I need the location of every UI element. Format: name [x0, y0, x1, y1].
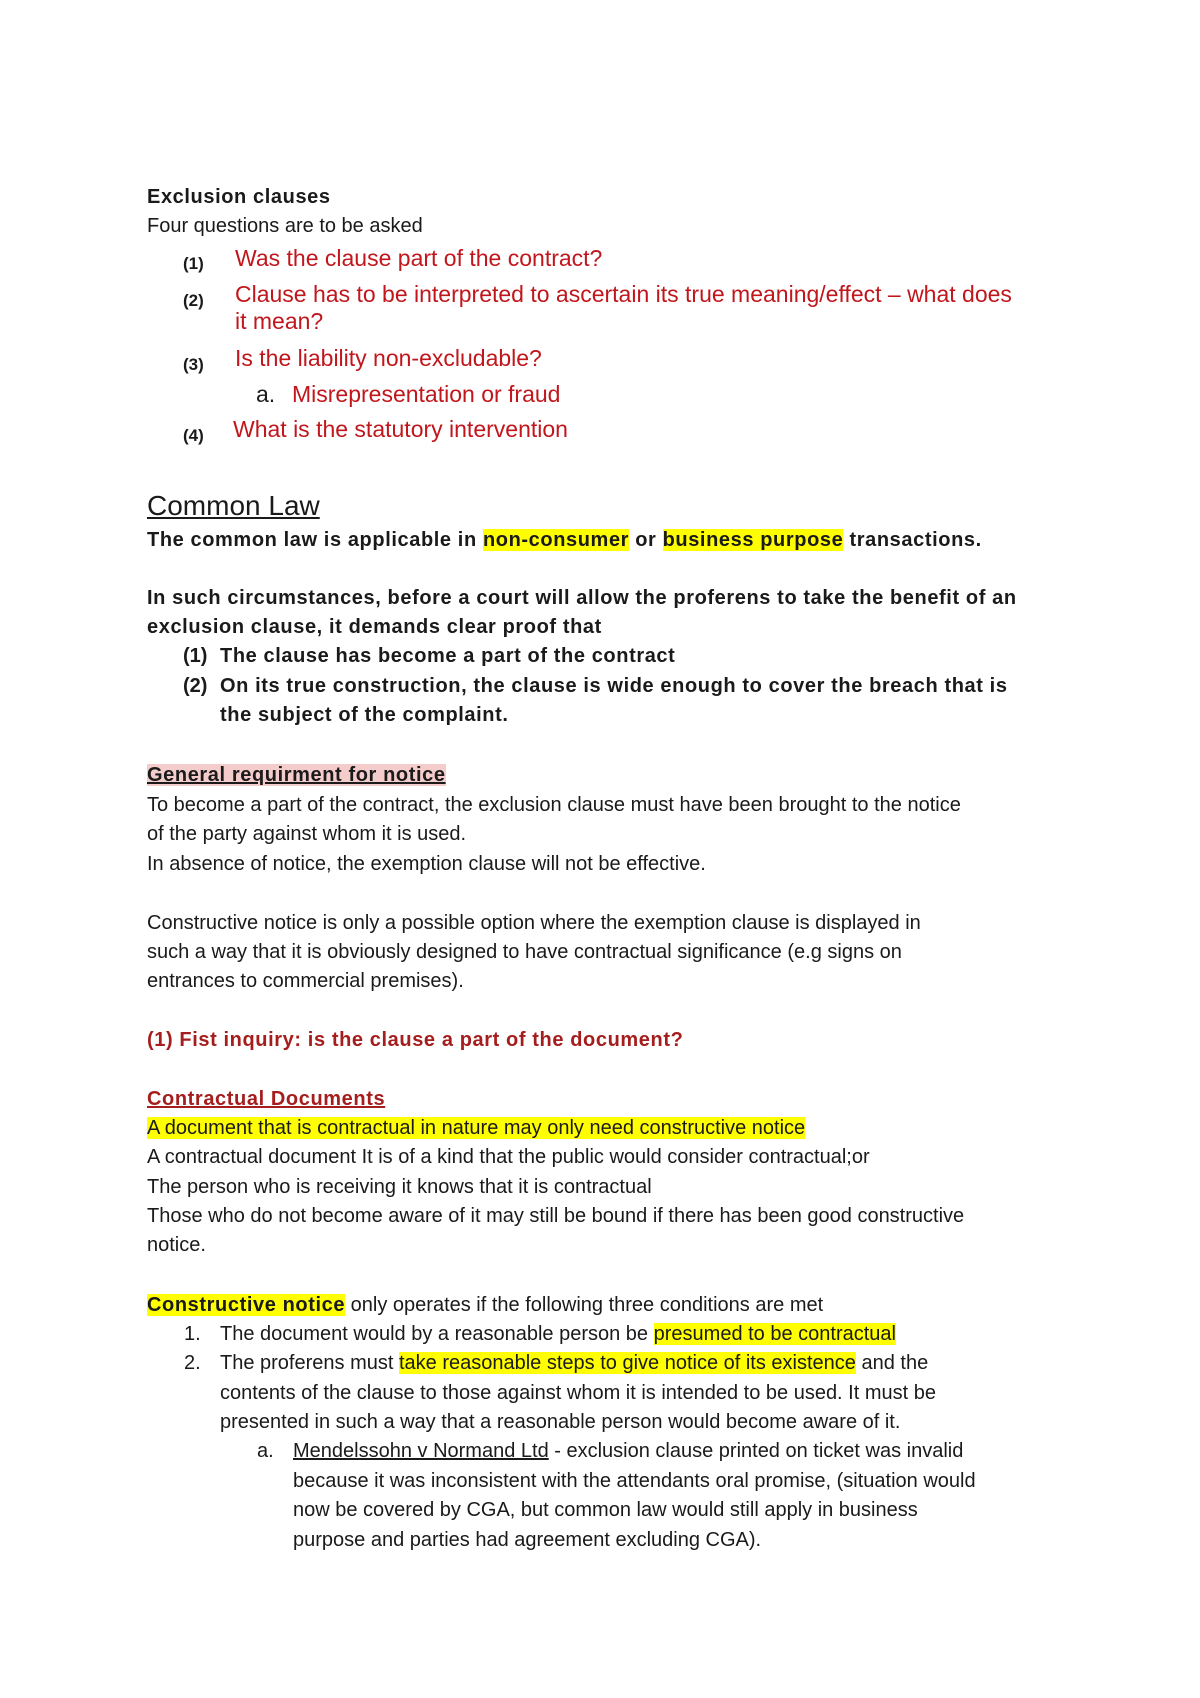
first-inquiry-heading: (1) Fist inquiry: is the clause a part of the document?	[147, 1029, 684, 1051]
contractual-text: A contractual document It is of a kind that the public would consider contractual;or	[147, 1146, 870, 1168]
highlight-presumed-contractual: presumed to be contractual	[653, 1323, 896, 1345]
constructive-text: Constructive notice is only a possible option where the exemption clause is displayed in	[147, 912, 921, 934]
case-text: - exclusion clause printed on ticket was invalid	[548, 1440, 964, 1462]
proof-text: The clause has become a part of the contract	[220, 645, 676, 667]
notice-text: In absence of notice, the exemption clause will not be effective.	[147, 853, 706, 875]
case-name: Mendelssohn v Normand Ltd	[293, 1440, 549, 1462]
condition-text-cont: presented in such a way that a reasonable person would become aware of it.	[220, 1411, 901, 1433]
common-law-heading: Common Law	[147, 490, 320, 521]
case-text-cont: purpose and parties had agreement excluding CGA).	[293, 1529, 762, 1551]
proof-number: (1)	[183, 645, 208, 667]
condition-text	[220, 1321, 896, 1347]
notice-text: of the party against whom it is used.	[147, 823, 467, 845]
highlight-constructive-notice: A document that is contractual in nature may only need constructive notice	[147, 1117, 806, 1139]
question-text: Is the liability non-excludable?	[235, 345, 542, 371]
applicable-post: transactions.	[843, 529, 982, 551]
constructive-text: such a way that it is obviously designed to have contractual significance (e.g signs on	[147, 941, 902, 963]
constructive-text: entrances to commercial premises).	[147, 970, 464, 992]
general-notice-heading	[147, 762, 446, 788]
condition-text-pre: The proferens must	[220, 1352, 399, 1374]
notice-text: To become a part of the contract, the exclusion clause must have been brought to the notice	[147, 794, 961, 816]
circumstances-text-cont: exclusion clause, it demands clear proof that	[147, 616, 602, 638]
highlight-non-consumer: non-consumer	[482, 529, 630, 551]
case-text-cont: because it was inconsistent with the attendants oral promise, (situation would	[293, 1470, 976, 1492]
contractual-highlight-line	[147, 1115, 805, 1141]
applicable-line	[147, 527, 982, 553]
contractual-text: notice.	[147, 1234, 206, 1256]
constructive-notice-line	[147, 1292, 823, 1318]
section-title: Exclusion clauses	[147, 186, 331, 208]
condition-text-pre: The document would by a reasonable person be	[220, 1323, 654, 1345]
condition-text	[220, 1350, 928, 1376]
question-number: (2)	[183, 291, 204, 310]
proof-text-cont: the subject of the complaint.	[220, 704, 509, 726]
question-text: What is the statutory intervention	[233, 416, 568, 442]
case-letter: a.	[257, 1440, 274, 1462]
question-text: Was the clause part of the contract?	[235, 245, 603, 271]
contractual-text: Those who do not become aware of it may still be bound if there has been good constructive	[147, 1205, 965, 1227]
constructive-notice-rest: only operates if the following three conditions are met	[345, 1294, 824, 1316]
subquestion-letter: a.	[256, 381, 276, 407]
contractual-text: The person who is receiving it knows that it is contractual	[147, 1176, 652, 1198]
question-text: Clause has to be interpreted to ascertain its true meaning/effect – what does	[235, 281, 1012, 307]
case-line	[293, 1438, 963, 1464]
circumstances-text: In such circumstances, before a court will allow the proferens to take the benefit of an	[147, 587, 1017, 609]
condition-text-post: and the	[855, 1352, 929, 1374]
question-number: (3)	[183, 355, 204, 374]
question-number: (1)	[183, 254, 204, 273]
condition-text-cont: contents of the clause to those against whom it is intended to be used. It must be	[220, 1382, 936, 1404]
question-text-cont: it mean?	[235, 308, 324, 334]
highlight-business-purpose: business purpose	[662, 529, 844, 551]
question-number: (4)	[183, 426, 204, 445]
highlight-constructive-notice-label: Constructive notice	[147, 1294, 346, 1316]
intro-text: Four questions are to be asked	[147, 215, 423, 237]
case-text-cont: now be covered by CGA, but common law would still apply in business	[293, 1499, 918, 1521]
contractual-documents-heading: Contractual Documents	[147, 1088, 386, 1110]
proof-text: On its true construction, the clause is wide enough to cover the breach that is	[220, 675, 1008, 697]
condition-number: 2.	[184, 1352, 201, 1374]
condition-number: 1.	[184, 1323, 201, 1345]
applicable-pre: The common law is applicable in	[147, 529, 483, 551]
proof-number: (2)	[183, 675, 208, 697]
subquestion-text: Misrepresentation or fraud	[292, 381, 561, 407]
highlight-reasonable-steps: take reasonable steps to give notice of its existence	[398, 1352, 856, 1374]
general-notice-heading-text: General requirment for notice	[147, 764, 446, 786]
applicable-mid: or	[629, 529, 663, 551]
